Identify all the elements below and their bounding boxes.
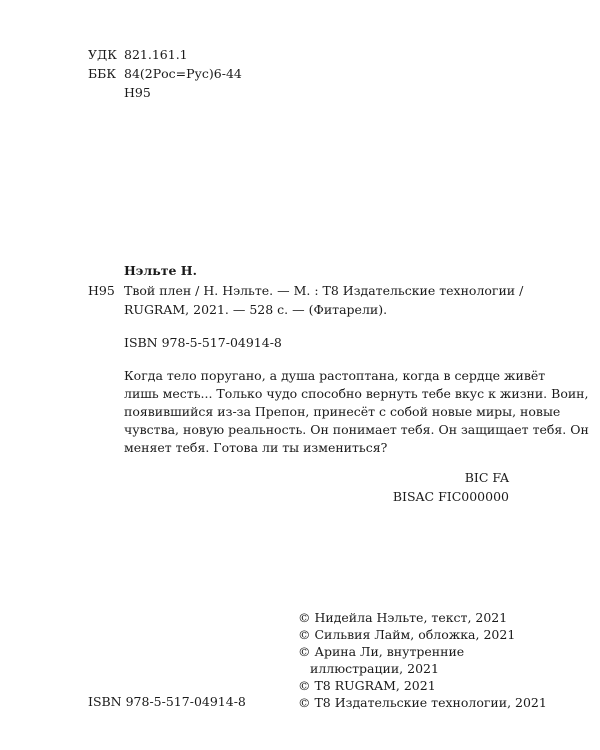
copyright-line: © Т8 Издательские технологии, 2021 <box>298 695 547 710</box>
bbk-value: 84(2Рос=Рус)6-44 <box>124 66 242 81</box>
classification-author-mark: Н95 <box>124 85 151 100</box>
copyright-line: © Т8 RUGRAM, 2021 <box>298 678 436 693</box>
udk-value: 821.161.1 <box>124 47 188 62</box>
biblio-description-line-1: Твой плен / Н. Нэльте. — М. : Т8 Издательские технологии / <box>124 283 524 298</box>
copyright-line: © Нидейла Нэльте, текст, 2021 <box>298 610 508 625</box>
copyright-line: иллюстрации, 2021 <box>310 661 439 676</box>
annotation-line: Когда тело поругано, а душа растоптана, когда в сердце живёт <box>124 368 546 383</box>
copyright-line: © Арина Ли, внутренние <box>298 644 465 659</box>
bisac-code: BISAC FIC000000 <box>392 489 509 504</box>
annotation-line: лишь месть... Только чудо способно вернуть тебе вкус к жизни. Воин, <box>124 386 589 401</box>
annotation-line: появившийся из-за Препон, принесёт с собой новые миры, новые <box>124 404 561 419</box>
author-heading: Нэльте Н. <box>124 263 197 278</box>
biblio-author-mark: Н95 <box>88 283 115 298</box>
bic-code: BIC FA <box>464 470 509 485</box>
bbk-label: ББК <box>88 66 117 81</box>
annotation <box>124 367 589 457</box>
annotation-line: меняет тебя. Готова ли ты измениться? <box>124 440 388 455</box>
footer-isbn: ISBN 978-5-517-04914-8 <box>88 694 246 709</box>
udk-label: УДК <box>88 47 117 62</box>
copyright-block <box>298 609 547 711</box>
biblio-isbn: ISBN 978-5-517-04914-8 <box>124 335 282 350</box>
copyright-line: © Сильвия Лайм, обложка, 2021 <box>298 627 516 642</box>
annotation-line: чувства, новую реальность. Он понимает тебя. Он защищает тебя. Он <box>124 422 589 437</box>
biblio-description-line-2: RUGRAM, 2021. — 528 с. — (Фитарели). <box>124 302 388 317</box>
